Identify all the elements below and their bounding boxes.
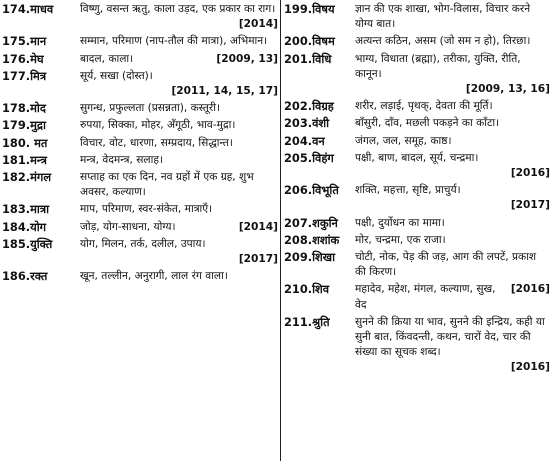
word-entry	[2, 118, 278, 133]
column-divider	[280, 0, 281, 461]
entry-meaning-text: जंगल, जल, समूह, काष्ठ।	[355, 134, 452, 147]
entry-year: [2011, 14, 15, 17]	[171, 85, 278, 98]
word-entry	[2, 34, 278, 49]
entry-term: 180. मत	[2, 135, 48, 150]
word-entry	[284, 315, 550, 376]
word-entry	[2, 220, 278, 235]
entry-meaning	[80, 202, 278, 217]
entry-meaning	[355, 134, 550, 149]
entry-term: 182.मंगल	[2, 170, 52, 185]
entry-term: 186.रक्त	[2, 269, 48, 284]
entry-meaning-text: चोटी, नोक, पेड़ की जड़, आग की लपटें, प्रकाश की किरण।	[355, 251, 537, 279]
entry-term: 204.वन	[284, 133, 325, 148]
entry-meaning-text: विचार, वोट, धारणा, सम्प्रदाय, सिद्धान्त।	[80, 136, 233, 149]
entry-meaning	[80, 52, 278, 67]
entry-term: 211.श्रुति	[284, 314, 330, 329]
word-entry	[2, 153, 278, 168]
entry-meaning-text: जोड़, योग-साधना, योग्य।	[80, 220, 176, 233]
entry-meaning-text: शरीर, लड़ाई, पृथक्, देवता की मूर्ति।	[355, 100, 493, 113]
entry-meaning	[80, 2, 278, 32]
entry-meaning-text: सूर्य, सखा (दोस्त)।	[80, 69, 153, 82]
left-column	[2, 2, 278, 286]
entry-meaning	[80, 101, 278, 116]
entry-term: 202.विग्रह	[284, 99, 334, 114]
word-entry	[2, 101, 278, 116]
entry-term: 208.शशांक	[284, 232, 340, 247]
entry-meaning	[80, 34, 278, 49]
entry-term: 209.शिखा	[284, 250, 336, 265]
entry-term: 174.माधव	[2, 2, 54, 16]
word-entry	[284, 34, 550, 49]
entry-term: 201.विधि	[284, 51, 332, 66]
entry-term: 185.युक्ति	[2, 236, 53, 251]
word-entry	[284, 233, 550, 248]
entry-meaning	[355, 282, 550, 312]
entry-meaning-text: बादल, काला।	[80, 52, 134, 65]
entry-meaning-text: मोर, चन्द्रमा, एक राजा।	[355, 233, 446, 246]
entry-meaning	[355, 52, 550, 98]
word-entry	[284, 134, 550, 149]
entry-term: 183.मात्रा	[2, 202, 50, 217]
entry-term: 207.शकुनि	[284, 215, 338, 230]
word-entry	[284, 151, 550, 181]
entry-term: 203.वंशी	[284, 116, 330, 131]
entry-meaning-text: सुगन्ध, प्रफुल्लता (प्रसन्नता), कस्तूरी।	[80, 102, 221, 115]
entry-term: 176.मेघ	[2, 51, 44, 66]
entry-meaning	[80, 269, 278, 284]
entry-meaning-text: अत्यन्त कठिन, असम (जो सम न हो), तिरछा।	[355, 35, 531, 48]
entry-term: 179.मुद्रा	[2, 118, 46, 133]
word-entry	[2, 202, 278, 217]
entry-meaning-text: पक्षी, दुर्योधन का मामा।	[355, 216, 445, 229]
entry-meaning-text: खून, तल्लीन, अनुरागी, लाल रंग वाला।	[80, 270, 228, 283]
word-entry	[2, 52, 278, 67]
entry-meaning	[355, 99, 550, 114]
entry-meaning-text: पक्षी, बाण, बादल, सूर्य, चन्द्रमा।	[355, 151, 479, 164]
entry-meaning-text: रुपया, सिक्का, मोहर, अँगूठी, भाव-मुद्रा।	[80, 119, 236, 132]
entry-year: [2016]	[510, 167, 550, 180]
entry-gap	[2, 284, 278, 286]
entry-term: 205.विहंग	[284, 150, 334, 165]
word-entry	[2, 136, 278, 151]
entry-meaning	[80, 153, 278, 168]
entry-meaning-text: मन्त्र, वेदमन्त्र, सलाह।	[80, 153, 163, 166]
entry-meaning	[355, 233, 550, 248]
entry-meaning-text: विष्णु, वसन्त ऋतु, काला उड़द, एक प्रकार का राग।	[80, 3, 276, 15]
entry-meaning	[355, 250, 550, 280]
entry-term: 177.मित्र	[2, 68, 47, 83]
word-entry	[284, 52, 550, 98]
entry-gap	[284, 376, 550, 378]
entry-year: [2016]	[510, 361, 550, 374]
word-entry	[284, 250, 550, 280]
entry-term: 184.योग	[2, 219, 47, 234]
word-entry	[2, 237, 278, 267]
entry-meaning-text: योग, मिलन, तर्क, दलील, उपाय।	[80, 237, 206, 250]
word-entry	[284, 183, 550, 213]
entry-meaning	[80, 69, 278, 99]
entry-meaning	[80, 118, 278, 133]
word-entry	[2, 2, 278, 32]
entry-year: [2009, 13, 16]	[465, 83, 550, 96]
entry-meaning-text: सम्मान, परिमाण (नाप-तौल की मात्रा), अभिमान।	[80, 35, 268, 48]
entry-meaning	[80, 170, 278, 200]
entry-meaning	[355, 183, 550, 213]
word-entry	[284, 282, 550, 312]
entry-meaning-text: ज्ञान की एक शाखा, भोग-विलास, विचार करने योग्य बात।	[355, 3, 531, 31]
entry-term: 200.विषम	[284, 34, 335, 49]
entry-meaning	[355, 34, 550, 49]
entry-meaning	[355, 216, 550, 231]
entry-meaning-text: भाग्य, विधाता (ब्रह्मा), तरीका, युक्ति, रीति, कानून।	[355, 52, 521, 80]
entry-meaning	[355, 2, 550, 32]
entry-term: 178.मोद	[2, 101, 46, 116]
right-column	[284, 2, 550, 378]
entry-meaning-text: बाँसुरी, दाँव, मछली पकड़ने का काँटा।	[355, 117, 500, 130]
word-entry	[284, 99, 550, 114]
entry-meaning-text: सप्ताह का एक दिन, नव ग्रहों में एक ग्रह, शुभ अवसर, कल्याण।	[80, 171, 254, 199]
entry-year: [2014]	[238, 220, 278, 233]
entry-year: [2017]	[238, 253, 278, 266]
entry-meaning-text: महादेव, महेश, मंगल, कल्याण, सुख, वेद	[355, 283, 496, 311]
entry-year: [2016]	[510, 283, 550, 296]
entry-term: 210.शिव	[284, 282, 330, 297]
entry-meaning-text: शक्ति, महत्ता, सृष्टि, प्राचुर्य।	[355, 184, 461, 197]
entry-meaning	[80, 220, 278, 235]
entry-year: [2009, 13]	[216, 52, 278, 65]
entry-meaning-text: माप, परिमाण, स्वर-संकेत, मात्राएँ।	[80, 203, 213, 216]
entry-meaning	[355, 315, 550, 376]
entry-term: 206.विभूति	[284, 183, 339, 198]
word-entry	[284, 2, 550, 32]
entry-term: 175.मान	[2, 34, 47, 49]
entry-year: [2017]	[510, 199, 550, 212]
word-entry	[2, 170, 278, 200]
word-entry	[284, 116, 550, 131]
entry-meaning	[355, 151, 550, 181]
word-entry	[2, 69, 278, 99]
entry-year: [2014]	[238, 18, 278, 31]
entry-meaning	[80, 136, 278, 151]
word-entry	[2, 269, 278, 284]
entry-meaning	[80, 237, 278, 267]
entry-meaning-text: सुनने की क्रिया या भाव, सुनने की इन्द्रिय, कही या सुनी बात, किंवदन्ती, कथन, चारों वेद, चार की संख्या का सूचक शब्द।	[355, 315, 545, 359]
entry-meaning	[355, 116, 550, 131]
word-entry	[284, 216, 550, 231]
entry-term: 181.मन्त्र	[2, 152, 47, 167]
entry-term: 199.विषय	[284, 2, 335, 16]
